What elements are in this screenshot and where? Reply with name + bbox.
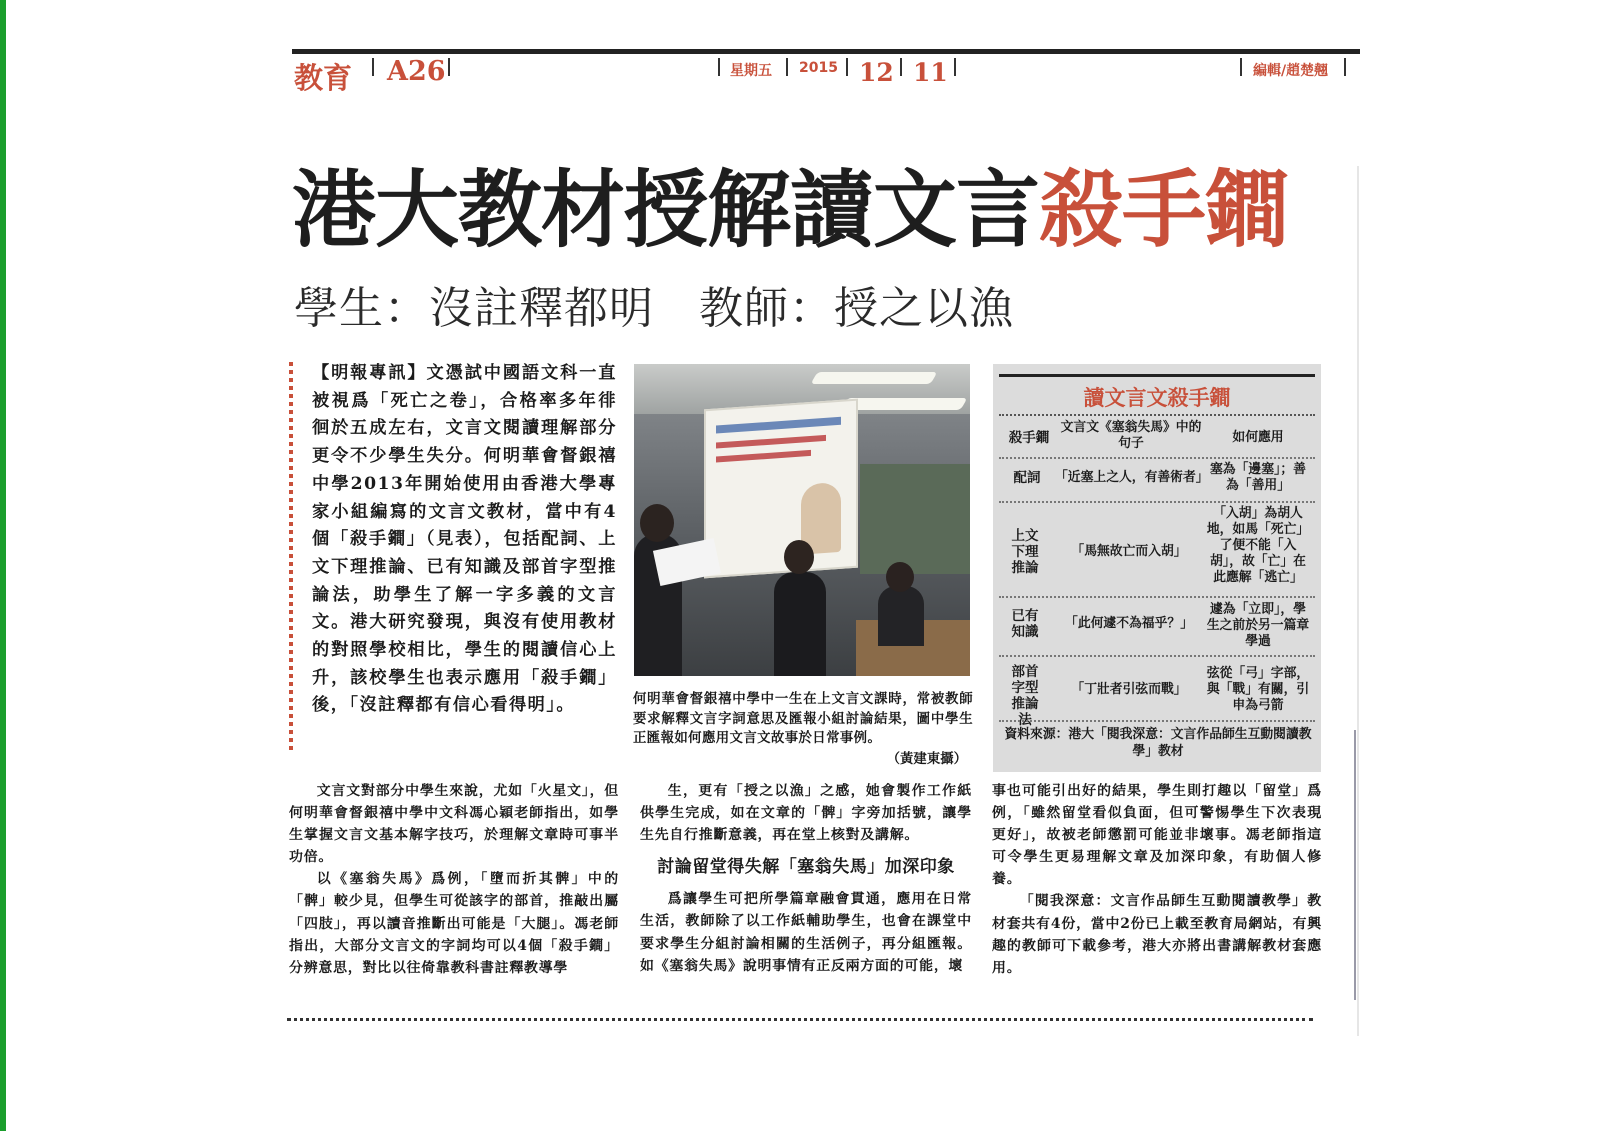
right-page-edge	[1357, 166, 1359, 1036]
header-separator	[786, 58, 788, 76]
body-column-3	[992, 780, 1322, 979]
photo-student-seated	[878, 586, 924, 646]
lede-paragraph: 【明報專訊】文憑試中國語文科一直被視爲「死亡之卷」，合格率多年徘徊於五成左右，文言文閱讀理解部分更令不少學生失分。何明華會督銀禧中學2013年開始使用由香港大學專家小組編寫的文言文教材，當中有4個「殺手鐧」（見表），包括配詞、上文下理推論、已有知識及部首字型推論法，助學生了解一字多義的文言文。港大研究發現，與沒有使用教材的對照學校相比，學生的閱讀信心上升，該校學生也表示應用「殺手鐧」後，「沒註釋都有信心看得明」。	[312, 363, 617, 716]
table-sentence: 「丁壯者引弦而戰」	[1071, 682, 1187, 697]
header-separator	[448, 58, 450, 76]
header-rule	[292, 49, 1360, 54]
year: 2015	[799, 60, 838, 76]
bottom-dotted-rule	[287, 1018, 1313, 1021]
photo-ceiling-light	[841, 398, 968, 410]
section-label: 教育	[294, 61, 353, 95]
lede-marker	[289, 362, 293, 754]
right-page-edge-shadow	[1354, 730, 1356, 1000]
headline-accent: 殺手鐧	[1039, 160, 1289, 259]
weekday: 星期五	[730, 63, 772, 79]
header-separator	[1240, 58, 1242, 76]
subheadline: 學生：沒註釋都明 教師：授之以漁	[294, 283, 1014, 334]
table-sentence: 「馬無故亡而入胡」	[1071, 544, 1187, 559]
header-separator	[900, 58, 902, 76]
header-separator	[718, 58, 720, 76]
table-method: 部首字型推論法	[1011, 664, 1039, 728]
headline	[292, 150, 1288, 270]
table-header: 文言文《塞翁失馬》中的句子	[1060, 420, 1202, 451]
page-number: A26	[387, 56, 446, 87]
table-source: 資料來源：港大「閱我深意：文言作品師生互動閱讀教學」教材	[1004, 727, 1312, 759]
photo-credit: （黃建東攝）	[886, 751, 967, 767]
body-column-1	[289, 780, 619, 979]
table-header: 如何應用	[1232, 430, 1284, 445]
classroom-photo	[634, 364, 970, 676]
table-sentence: 「近塞上之人，有善術者」	[1055, 470, 1209, 485]
methods-table	[993, 364, 1321, 772]
table-title: 讀文言文殺手鐧	[1083, 385, 1231, 410]
photo-projection-screen	[704, 399, 858, 579]
table-usage: 弦從「弓」字部，與「戰」有關，引申為弓箭	[1206, 666, 1310, 713]
body-paragraph: 爲讓學生可把所學篇章融會貫通，應用在日常生活，教師除了以工作紙輔助學生，也會在課堂中要求學生分組討論相關的生活例子，再分組匯報。如《塞翁失馬》說明事情有正反兩方面的可能，壞	[640, 891, 972, 974]
photo-caption: 何明華會督銀禧中學中一生在上文言文課時，常被教師要求解釋文言字詞意思及匯報小組討論結果，圖中學生正匯報如何應用文言文故事於日常事例。	[633, 691, 973, 747]
header-separator	[846, 58, 848, 76]
table-usage: 塞為「邊塞」；善為「善用」	[1210, 462, 1306, 493]
body-paragraph: 以《塞翁失馬》爲例，「墮而折其髀」中的「髀」較少見，但學生可從該字的部首，推敲出屬「四肢」，再以讀音推斷出可能是「大腿」。馮老師指出，大部分文言文的字詞均可以4個「殺手鐧」分辨意思，對比以往倚靠教科書註釋教導學	[289, 871, 619, 976]
day: 11	[913, 58, 948, 87]
photo-blackboard	[860, 464, 970, 574]
header-separator	[372, 58, 374, 76]
body-paragraph: 「閱我深意：文言作品師生互動閱讀教學」教材套共有4份，當中2份已上載至教育局網站，有興趣的教師可下載參考，港大亦將出書講解教材套應用。	[992, 893, 1322, 976]
body-column-2	[640, 780, 972, 977]
table-method: 上文下理推論	[1011, 528, 1039, 576]
body-paragraph: 生，更有「授之以漁」之感，她會製作工作紙供學生完成，如在文章的「髀」字旁加括號，讓學生先自行推斷意義，再在堂上核對及講解。	[640, 783, 972, 844]
table-header: 殺手鐧	[1008, 430, 1050, 446]
table-usage: 「入胡」為胡人地，如馬「死亡」了便不能「入胡」，故「亡」在此應解「逃亡」	[1206, 506, 1310, 585]
photo-ceiling-light	[811, 372, 938, 384]
header-separator	[1344, 58, 1346, 76]
month: 12	[859, 58, 894, 87]
table-method: 配詞	[1013, 470, 1041, 486]
table-method: 已有知識	[1011, 608, 1039, 640]
body-paragraph: 文言文對部分中學生來說，尤如「火星文」，但何明華會督銀禧中學中文科馮心穎老師指出，如學生掌握文言文基本解字技巧，於理解文章時可事半功倍。	[289, 783, 619, 866]
table-sentence: 「此何遽不為福乎？」	[1065, 616, 1193, 631]
headline-main: 港大教材授解讀文言	[292, 160, 1040, 259]
header-separator	[954, 58, 956, 76]
table-usage: 遽為「立即」，學生之前於另一篇章學過	[1206, 602, 1310, 649]
photo-student-presenting	[774, 572, 826, 676]
body-subtitle: 討論留堂得失解「塞翁失馬」加深印象	[657, 857, 955, 878]
editor-credit: 編輯/趙楚翹	[1253, 63, 1329, 79]
body-paragraph: 事也可能引出好的結果，學生則打趣以「留堂」爲例，「雖然留堂看似負面，但可警惕學生下次表現更好」，故被老師懲罰可能並非壞事。馮老師指這可令學生更易理解文章及加深印象，有助個人修養。	[992, 783, 1322, 888]
